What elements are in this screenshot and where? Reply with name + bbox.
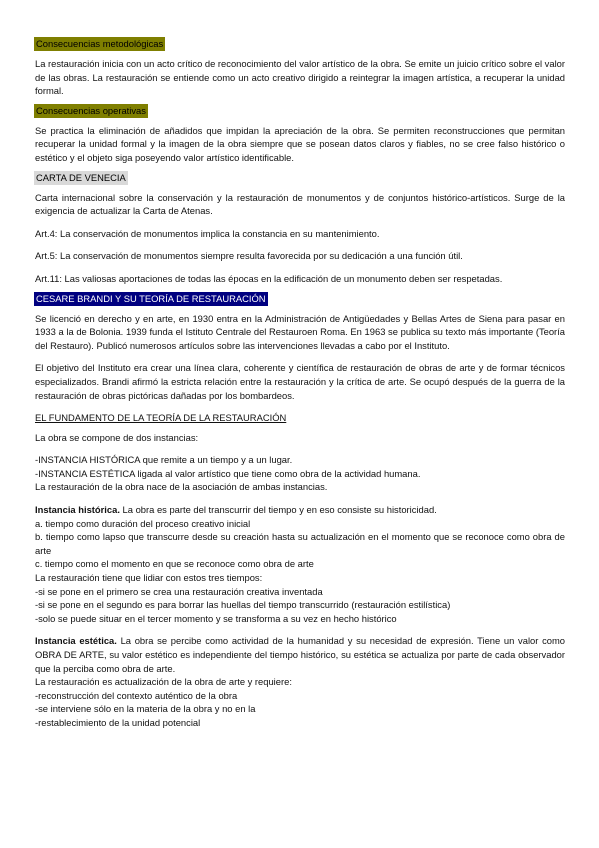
historica-item-c: c. tiempo como el momento en que se reconoce como obra de arte (35, 558, 314, 570)
paragraph-metodologicas: La restauración inicia con un acto crítico de reconocimiento del valor artístico de la obra. Se emite un juicio crítico sobre el valor de las obras. La restauración se entiende como un acto creativo dirigido a reintegrar la imagen artística, a recuperar la unidad formal. (35, 58, 565, 97)
historica-item-b: b. tiempo como lapso que transcurre desde su creación hasta su actualización en el momento que se reconoce como obra de arte (35, 531, 565, 556)
paragraph-brandi-instituto: El objetivo del Instituto era crear una línea clara, coherente y científica de restauración de obras de arte y de formar técnicos especializados. Brandi afirmó la estricta relación entre la restauración y la crítica de arte. Se ocupó después de la guerra de la restauración de obras pictóricas dañadas por los bombardeos. (35, 362, 565, 401)
fundamento-item-estetica: -INSTANCIA ESTÉTICA ligada al valor artístico que tiene como obra de la actividad humana. (35, 467, 421, 479)
fundamento-intro: La obra se compone de dos instancias: (35, 431, 199, 443)
heading-brandi: CESARE BRANDI Y SU TEORÍA DE RESTAURACIÓN (36, 292, 266, 304)
estetica-item-2: -se interviene sólo en la materia de la obra y no en la (35, 703, 256, 715)
estetica-requiere: La restauración es actualización de la obra de arte y requiere: (35, 676, 292, 688)
heading-fundamento: EL FUNDAMENTO DE LA TEORÍA DE LA RESTAURACIÓN (35, 412, 287, 424)
heading-metodologicas: Consecuencias metodológicas (36, 38, 164, 49)
estetica-item-1: -reconstrucción del contexto auténtico de la obra (35, 689, 238, 701)
historica-item-a: a. tiempo como duración del proceso creativo inicial (35, 517, 251, 529)
label-instancia-historica: Instancia histórica. (35, 504, 120, 516)
article-4: Art.4: La conservación de monumentos implica la constancia en su mantenimiento. (35, 227, 380, 239)
article-5: Art.5: La conservación de monumentos siempre resulta favorecida por su dedicación a una función útil. (35, 250, 463, 262)
historica-tres-tiempos: La restauración tiene que lidiar con estos tres tiempos: (35, 572, 263, 584)
fundamento-item-historica: -INSTANCIA HISTÓRICA que remite a un tiempo y a un lugar. (35, 454, 293, 466)
heading-operativas: Consecuencias operativas (36, 104, 146, 116)
paragraph-instancia-estetica: Instancia estética. La obra se percibe como actividad de la humanidad y su necesidad de expresión. Tiene un valor como OBRA DE ARTE, su valor estético es independiente del tiempo histórico, su estética se actualiza por parte de cada observador que la perciba como obra de arte. (35, 635, 565, 674)
fundamento-conclusion: La restauración de la obra nace de la asociación de ambas instancias. (35, 481, 328, 493)
estetica-item-3: -restablecimiento de la unidad potencial (35, 716, 201, 728)
article-11: Art.11: Las valiosas aportaciones de todas las épocas en la edificación de un monumento deben ser respetadas. (35, 272, 503, 284)
paragraph-operativas: Se practica la eliminación de añadidos que impidan la apreciación de la obra. Se permiten reconstrucciones que permitan recuperar la unidad formal y la imagen de la obra siempre que se posean datos claros y fiables, no se cree falso histórico o estético y el objeto siga poseyendo valor artístico identificable. (35, 124, 565, 163)
document-body (35, 37, 565, 730)
historica-primero: -si se pone en el primero se crea una restauración creativa inventada (35, 585, 323, 597)
paragraph-instancia-historica: Instancia histórica. La obra es parte del transcurrir del tiempo y en eso consiste su historicidad. (35, 504, 437, 516)
paragraph-carta-venecia: Carta internacional sobre la conservación y la restauración de monumentos y de conjuntos histórico-artísticos. Surge de la exigencia de actualizar la Carta de Atenas. (35, 191, 565, 217)
paragraph-brandi-bio: Se licenció en derecho y en arte, en 1930 entra en la Administración de Antigüedades y Bellas Artes de Siena para pasar en 1933 a la de Bolonia. 1939 funda el Istituto Centrale del Restauroen Roma. En 1963 se publica su texto más importante (Teoría del Restauro). Publicó numerosos artículos sobre las intervenciones llevadas a cabo por el Instituto. (35, 312, 565, 351)
historica-segundo: -si se pone en el segundo es para borrar las huellas del tiempo transcurrido (restauración estilística) (35, 599, 451, 611)
heading-carta-venecia: CARTA DE VENECIA (36, 171, 126, 183)
historica-tercero: -solo se puede situar en el tercer momento y se transforma a su vez en hecho histórico (35, 612, 397, 624)
label-instancia-estetica: Instancia estética. (35, 635, 117, 647)
